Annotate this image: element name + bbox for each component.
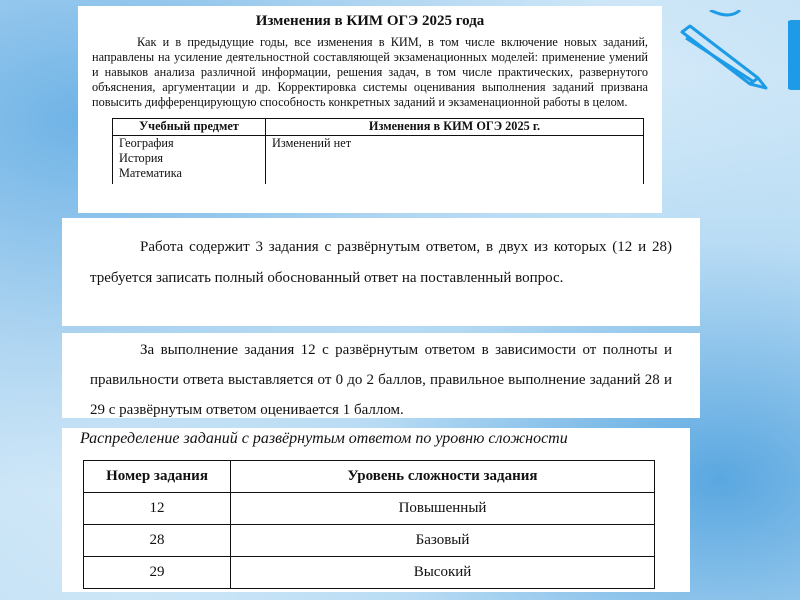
changes-table	[112, 118, 644, 184]
table-row	[84, 525, 655, 557]
section-title: Изменения в КИМ ОГЭ 2025 года	[255, 13, 485, 29]
difficulty-level: Базовый	[231, 525, 655, 557]
extended-answers-section	[62, 218, 700, 326]
table-row	[84, 493, 655, 525]
header-subject: Учебный предмет	[113, 119, 266, 136]
changes-cell: Изменений нет	[266, 136, 644, 185]
kim-changes-section	[78, 6, 662, 213]
task-number: 29	[84, 557, 231, 589]
subject: Математика	[119, 166, 182, 180]
scoring-section	[62, 333, 700, 418]
subject: История	[119, 151, 164, 165]
subjects-cell	[113, 136, 266, 185]
difficulty-caption: Распределение заданий с развёрнутым ответом по уровню сложности	[80, 430, 568, 447]
header-task-number: Номер задания	[84, 461, 231, 493]
intro-paragraph: Как и в предыдущие годы, все изменения в КИМ, в том числе включение новых заданий, направлены на усиление деятельностной составляющей экзаменационных моделей: применение умений и навыков анализа различной информации, решения задач, в том числе практических, развернутого объяснения, аргументации и др. Корректировка системы оценивания выполнения заданий призвана повысить дифференцирующую способность конкретных заданий и экзаменационной работы в целом.	[92, 35, 648, 109]
scoring-text: За выполнение задания 12 с развёрнутым ответом в зависимости от полноты и правильности ответа выставляется от 0 до 2 баллов, правильное выполнение заданий 28 и 29 с развёрнутым ответом оценивается 1 баллом.	[90, 342, 672, 418]
difficulty-level: Высокий	[231, 557, 655, 589]
extended-answers-text: Работа содержит 3 задания с развёрнутым ответом, в двух из которых (12 и 28) требуется записать полный обоснованный ответ на поставленный вопрос.	[90, 239, 672, 286]
task-number: 12	[84, 493, 231, 525]
subject: География	[119, 136, 174, 150]
ball-icon	[788, 20, 800, 90]
difficulty-level: Повышенный	[231, 493, 655, 525]
difficulty-table	[83, 460, 655, 589]
difficulty-section	[62, 428, 690, 592]
header-difficulty: Уровень сложности задания	[231, 461, 655, 493]
header-changes: Изменения в КИМ ОГЭ 2025 г.	[266, 119, 644, 136]
pencil-icon	[670, 10, 770, 90]
table-row	[84, 557, 655, 589]
task-number: 28	[84, 525, 231, 557]
